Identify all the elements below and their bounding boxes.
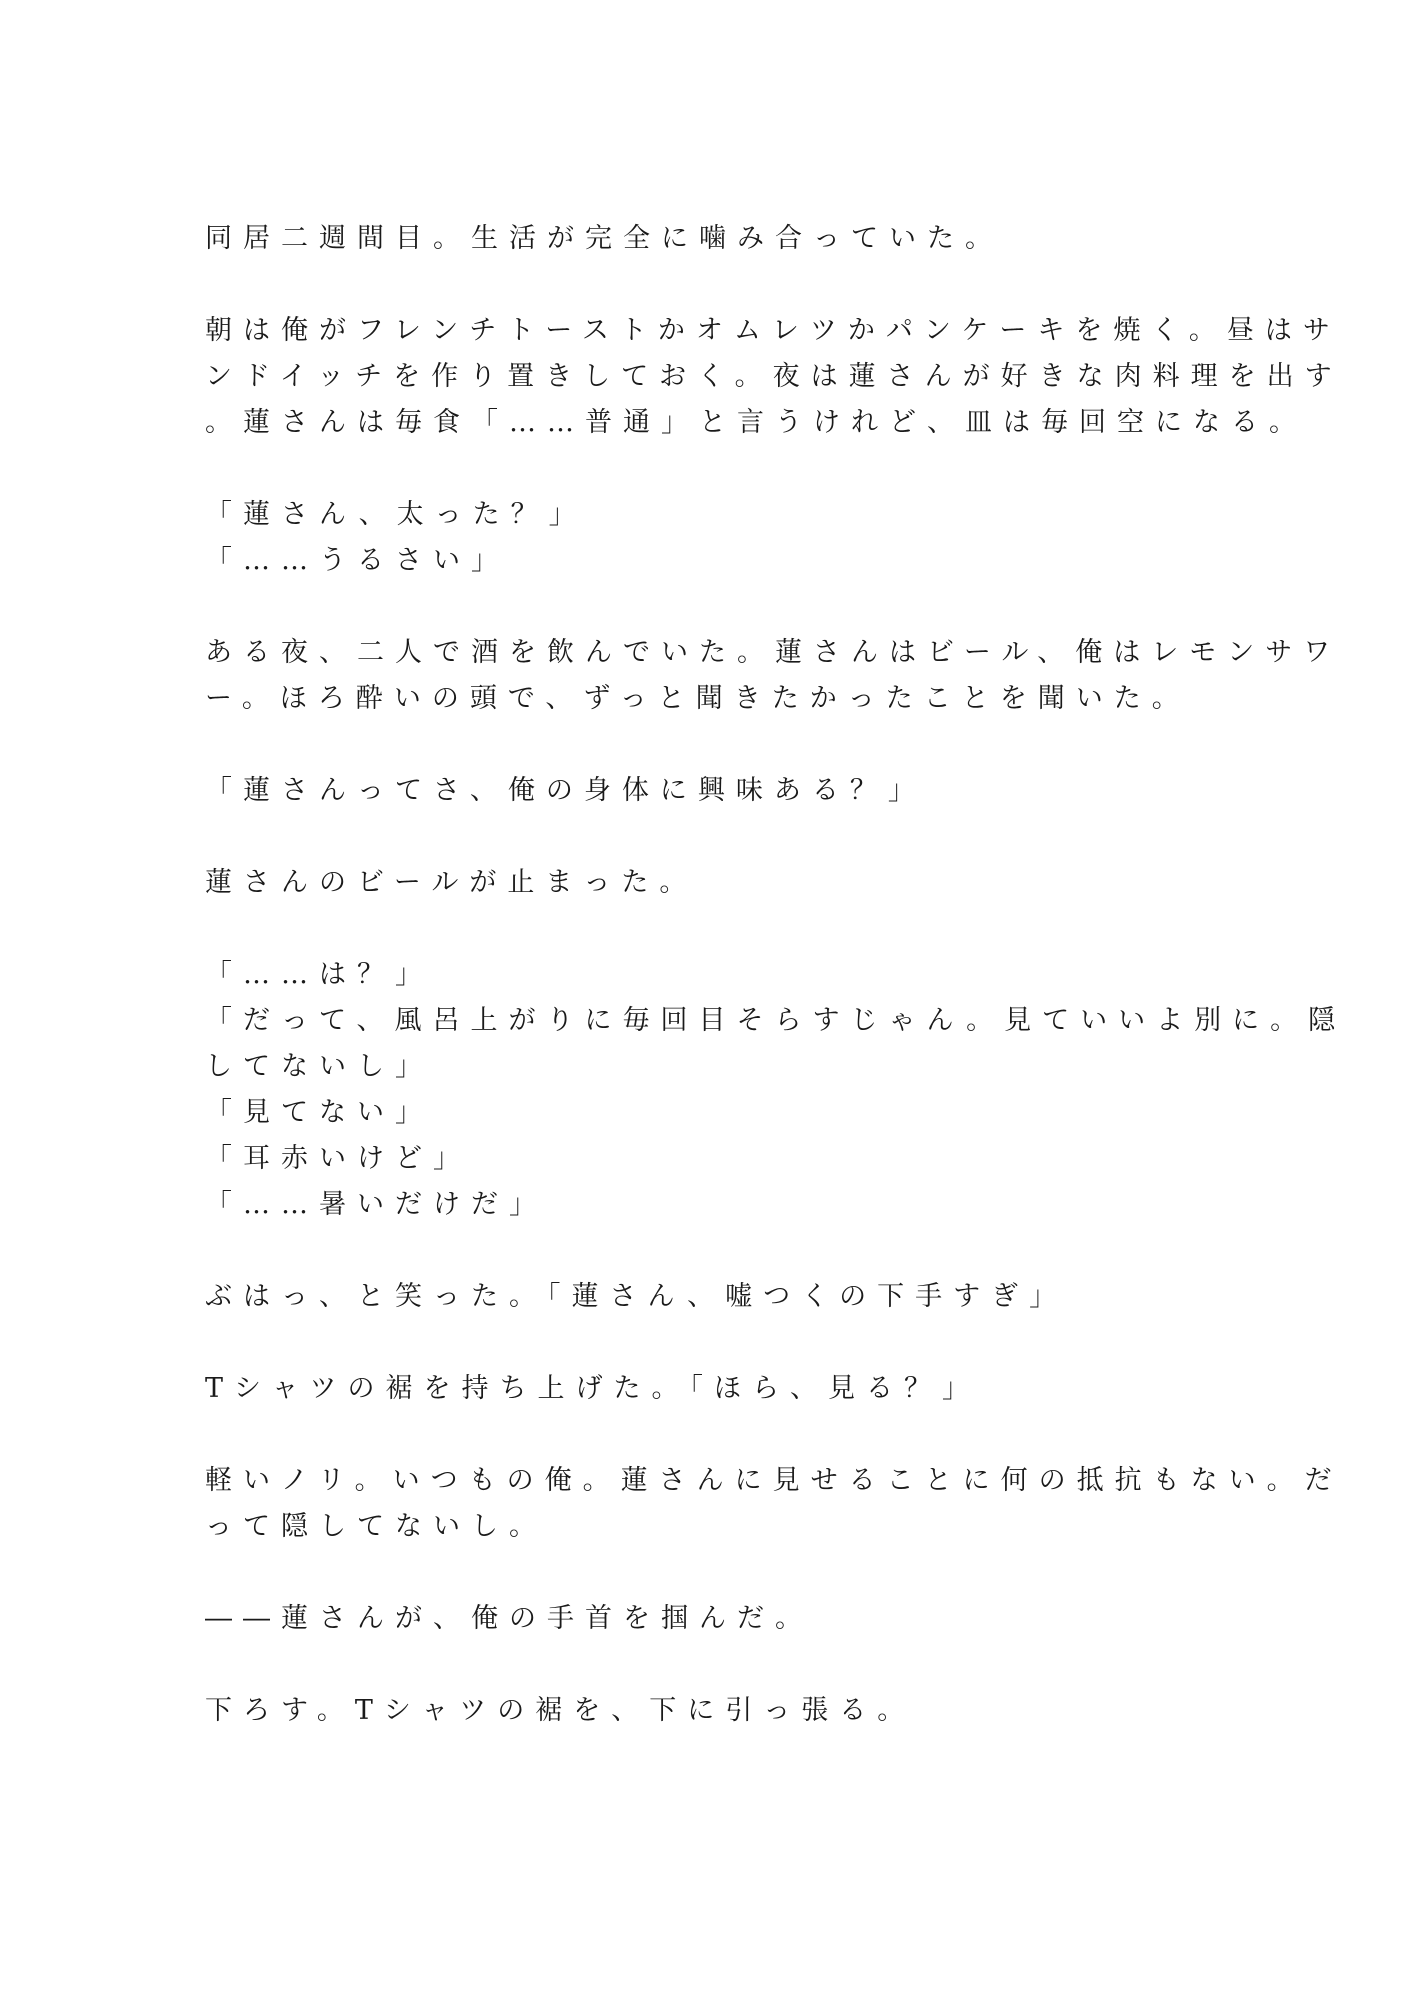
dialogue-line: 「蓮さん、太った？」 [205,499,587,530]
text-line: 。蓮さんは毎食「……普通」と言うけれど、皿は毎回空になる。 [205,407,1307,438]
blank-line [205,906,1215,952]
dialogue-line: 「耳赤いけど」 [205,1143,471,1174]
text-line: 同居二週間目。生活が完全に噛み合っていた。 [205,223,1003,254]
text-line: 蓮さんのビールが止まった。 [205,867,698,898]
text-line: ある夜、二人で酒を飲んでいた。蓮さんはビール、俺はレモンサワ [205,637,1342,668]
text-line: 軽いノリ。いつもの俺。蓮さんに見せることに何の抵抗もない。だ [205,1465,1343,1496]
text-line: Tシャツの裾を持ち上げた。「ほら、見る？」 [205,1373,980,1404]
dialogue-line: 「……うるさい」 [205,545,509,576]
body-text [205,216,1347,1734]
dialogue-line: 「見てない」 [205,1097,433,1128]
dialogue-line: 「だって、風呂上がりに毎回目そらすじゃん。見ていいよ別に。隠 [205,1005,1347,1036]
text-line: ンドイッチを作り置きしておく。夜は蓮さんが好きな肉料理を出す [205,361,1343,392]
text-line: 下ろす。Tシャツの裾を、下に引っ張る。 [205,1695,916,1726]
blank-line [205,262,1215,308]
text-line: ――蓮さんが、俺の手首を掴んだ。 [205,1603,813,1634]
blank-line [205,446,1215,492]
dialogue-line: してないし」 [205,1051,433,1082]
blank-line [205,1642,1215,1688]
blank-line [205,1320,1215,1366]
blank-line [205,722,1215,768]
text-line: 朝は俺がフレンチトーストかオムレツかパンケーキを焼く。昼はサ [205,315,1341,346]
text-line: ぶはっ、と笑った。「蓮さん、嘘つくの下手すぎ」 [205,1281,1068,1312]
blank-line [205,1412,1215,1458]
dialogue-line: 「蓮さんってさ、俺の身体に興味ある？」 [205,775,926,806]
blank-line [205,1550,1215,1596]
text-line: ー。ほろ酔いの頭で、ずっと聞きたかったことを聞いた。 [205,683,1190,714]
text-line: って隠してないし。 [205,1511,547,1542]
blank-line [205,584,1215,630]
dialogue-line: 「……は？」 [205,959,433,990]
dialogue-line: 「……暑いだけだ」 [205,1189,547,1220]
blank-line [205,1228,1215,1274]
blank-line [205,814,1215,860]
